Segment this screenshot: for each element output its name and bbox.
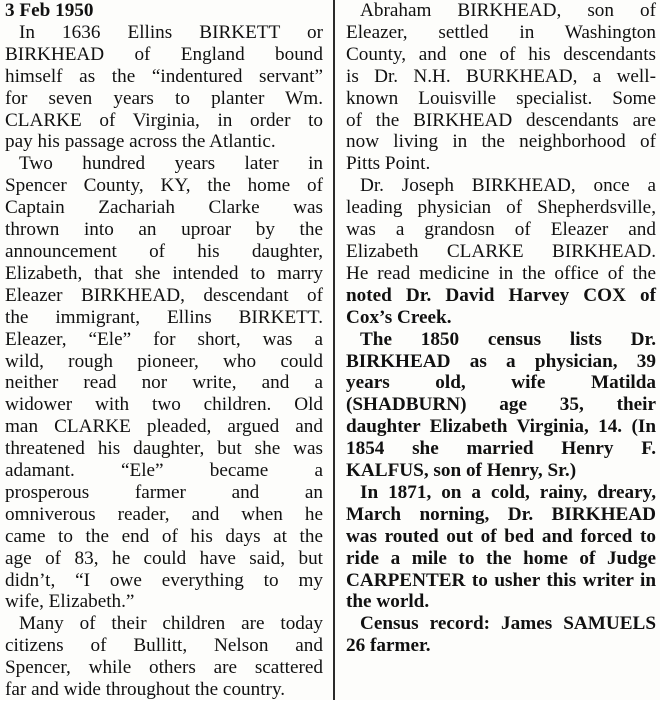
paragraph-line: man CLARKE pleaded, argued and (5, 416, 323, 438)
paragraph-line: was routed out of bed and forced to (346, 525, 656, 547)
paragraph-line: 26 farmer. (346, 635, 431, 657)
paragraph-line: for seven years to planter Wm. (5, 87, 323, 109)
paragraph-line: the world. (346, 591, 430, 613)
paragraph-line: In 1871, on a cold, rainy, dreary, (360, 481, 656, 503)
paragraph-line: BIRKHEAD as a physician, 39 (346, 350, 656, 372)
paragraph-line: Census record: James SAMUELS (360, 613, 656, 635)
paragraph-line: County, and one of his descendants (346, 43, 656, 65)
paragraph-line: known Louisville specialist. Some (346, 87, 656, 109)
paragraph-line: thrown into an uproar by the (5, 219, 323, 241)
paragraph-line: Eleazer BIRKHEAD, descendant of (5, 284, 323, 306)
article-date: 3 Feb 1950 (5, 0, 94, 21)
paragraph-line: ride a mile to the home of Judge (346, 547, 656, 569)
paragraph-line: Pitts Point. (346, 153, 431, 175)
paragraph-line: citizens of Bullitt, Nelson and (5, 635, 323, 657)
left-column (5, 0, 323, 701)
paragraph-line: announcement of his daughter, (5, 240, 323, 262)
paragraph-line: Captain Zachariah Clarke was (5, 197, 323, 219)
paragraph-line: The 1850 census lists Dr. (360, 328, 656, 350)
paragraph-line: himself as the “indentured servant” (5, 65, 323, 87)
paragraph-line: the immigrant, Ellins BIRKETT. (5, 306, 323, 328)
paragraph-line: Many of their children are today (19, 613, 323, 635)
paragraph-line: He read medicine in the office of the (346, 262, 656, 284)
paragraph-line: Dr. Joseph BIRKHEAD, once a (360, 175, 656, 197)
paragraph-line: daughter Elizabeth Virginia, 14. (In (346, 416, 656, 438)
column-divider (333, 0, 335, 700)
paragraph-line: Spencer County, KY, the home of (5, 175, 323, 197)
paragraph-line: age of 83, he could have said, but (5, 547, 323, 569)
paragraph-line: BIRKHEAD of England bound (5, 43, 323, 65)
paragraph-line: wild, rough pioneer, who could (5, 350, 323, 372)
paragraph-line: pay his passage across the Atlantic. (5, 131, 276, 153)
paragraph-line: omniverous reader, and when he (5, 503, 323, 525)
paragraph-line: now living in the neighborhood of (346, 131, 656, 153)
paragraph-line: 1854 she married Henry F. (346, 438, 656, 460)
paragraph-line: leading physician of Shepherdsville, (346, 197, 656, 219)
paragraph-line: Elizabeth, that she intended to marry (5, 262, 323, 284)
paragraph-line: Abraham BIRKHEAD, son of (360, 0, 656, 21)
paragraph-line: noted Dr. David Harvey COX of (346, 284, 656, 306)
paragraph-line: of the BIRKHEAD descendants are (346, 109, 656, 131)
paragraph-line: CLARKE of Virginia, in order to (5, 109, 323, 131)
paragraph-line: threatened his daughter, but she was (5, 438, 323, 460)
paragraph-line: KALFUS, son of Henry, Sr.) (346, 460, 577, 482)
paragraph-line: far and wide throughout the country. (5, 679, 286, 701)
paragraph-line: wife, Elizabeth.” (5, 591, 135, 613)
paragraph-line: prosperous farmer and an (5, 481, 323, 503)
paragraph-line: Eleazer, “Ele” for short, was a (5, 328, 323, 350)
paragraph-line: didn’t, “I owe everything to my (5, 569, 323, 591)
paragraph-line: came to the end of his days at the (5, 525, 323, 547)
paragraph-line: years old, wife Matilda (346, 372, 656, 394)
paragraph-line: March norning, Dr. BIRKHEAD (346, 503, 656, 525)
paragraph-line: Elizabeth CLARKE BIRKHEAD. (346, 240, 656, 262)
paragraph-line: neither read nor write, and a (5, 372, 323, 394)
paragraph-line: Two hundred years later in (19, 153, 323, 175)
paragraph-line: is Dr. N.H. BURKHEAD, a well- (346, 65, 656, 87)
paragraph-line: In 1636 Ellins BIRKETT or (19, 21, 323, 43)
paragraph-line: Eleazer, settled in Washington (346, 21, 656, 43)
paragraph-line: Spencer, while others are scattered (5, 657, 323, 679)
right-column (346, 0, 656, 657)
paragraph-line: adamant. “Ele” became a (5, 460, 323, 482)
paragraph-line: widower with two children. Old (5, 394, 323, 416)
paragraph-line: (SHADBURN) age 35, their (346, 394, 656, 416)
paragraph-line: Cox’s Creek. (346, 306, 452, 328)
paragraph-line: was a grandosn of Eleazer and (346, 219, 656, 241)
paragraph-line: CARPENTER to usher this writer in (346, 569, 656, 591)
